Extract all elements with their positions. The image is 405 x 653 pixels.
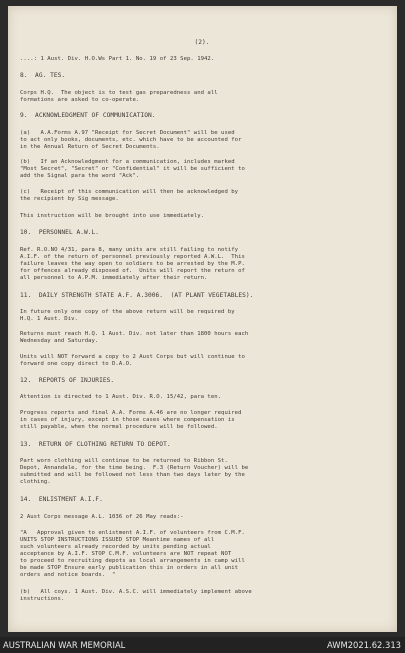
section-heading: 10. PERSONNEL A.W.L.: [20, 229, 100, 236]
text-line: (b) If an Acknowledgment for a communication, includes marked: [20, 159, 235, 165]
text-line: formations are asked to co-operate.: [20, 97, 140, 103]
text-line: add the Signal para the word "Ack".: [20, 173, 140, 179]
text-line: "A Approval given to enlistment A.I.F. of volunteers from C.M.F.: [20, 530, 245, 536]
section-heading: 8. AG. TES.: [20, 72, 66, 79]
text-line: acceptance by A.I.F. STOP C.M.F. volunteers are NOT repeat NOT: [20, 551, 232, 557]
page-number: (2).: [194, 39, 210, 46]
text-line: in the Annual Return of Secret Documents.: [20, 144, 160, 150]
text-line: for offences already disposed of. Units will report the return of: [20, 268, 245, 274]
text-line: to act only books, documents, etc. which have to be accounted for: [20, 137, 242, 143]
section-heading: 11. DAILY STRENGTH STATE A.F. A.3006. (AT PLANT VEGETABLES).: [20, 292, 254, 299]
text-line: Depot, Annandale, for the time being. F.3 (Return Voucher) will be: [20, 465, 249, 471]
text-line: UNITS STOP INSTRUCTIONS ISSUED STOP Meantime names of all: [20, 537, 215, 543]
text-line: Ref. R.O.NO 4/31, para 8, many units are still failing to notify: [20, 247, 239, 253]
text-line: in cases of injury, except in those cases where compensation is: [20, 417, 235, 423]
text-line: orders and notice boards. ": [20, 572, 116, 578]
text-line: be made STOP Ensure early publication this in orders in all unit: [20, 565, 239, 571]
text-line: In future only one copy of the above return will be required by: [20, 309, 235, 315]
text-line: to proceed to recruiting depots as local arrangements in camp will: [20, 558, 245, 564]
text-line: Progress reports and final A.A. Forms A.46 are no longer required: [20, 410, 242, 416]
text-line: 2 Aust Corps message A.L. 1036 of 26 May reads:-: [20, 514, 184, 520]
text-line: (a) A.A.Forms A.97 "Receipt for Secret Document" will be used: [20, 130, 235, 136]
section-heading: 13. RETURN OF CLOTHING RETURN TO DEPOT.: [20, 441, 171, 448]
text-line: H.Q. 1 Aust. Div.: [20, 316, 78, 322]
footer-source: AUSTRALIAN WAR MEMORIAL: [3, 640, 126, 650]
text-line: forward one copy direct to D.A.O.: [20, 361, 133, 367]
text-line: clothing.: [20, 479, 51, 485]
text-line: Returns must reach H.Q. 1 Aust. Div. not later than 1800 hours each: [20, 331, 249, 337]
document-page: [8, 6, 397, 632]
text-line: A.I.F. of the return of personnel previously reported A.W.L. This: [20, 254, 245, 260]
text-line: the recipient by Sig message.: [20, 196, 119, 202]
text-line: submitted and will be followed not less than two days later by the: [20, 472, 245, 478]
text-line: such volunteers already recorded by units pending actual: [20, 544, 211, 550]
text-line: Wednesday and Saturday.: [20, 338, 99, 344]
text-line: failure leaves the way open to soldiers to be arrested by the M.P.: [20, 261, 245, 267]
reference-line: ....: 1 Aust. Div. H.O.Ws Part 1. No. 19 of 23 Sep. 1942.: [20, 56, 215, 62]
text-line: Units will NOT forward a copy to 2 Aust Corps but will continue to: [20, 354, 245, 360]
text-line: Corps H.Q. The object is to test gas preparedness and all: [20, 90, 218, 96]
section-heading: 9. ACKNOWLEDGMENT OF COMMUNICATION.: [20, 112, 156, 119]
footer-bar: [0, 637, 405, 653]
text-line: instructions.: [20, 596, 65, 602]
text-line: (c) Receipt of this communication will then be acknowledged by: [20, 189, 239, 195]
text-line: Attention is directed to 1 Aust. Div. R.O. 15/42, para ten.: [20, 394, 222, 400]
text-line: all personnel to A.P.M. immediately after their return.: [20, 275, 208, 281]
footer-accession-number: AWM2021.62.313: [326, 640, 401, 650]
section-heading: 12. REPORTS OF INJURIES.: [20, 377, 115, 384]
section-heading: 14. ENLISTMENT A.I.F.: [20, 496, 103, 503]
text-line: "Most Secret", "Secret" or "Confidential" it will be sufficient to: [20, 166, 245, 172]
text-line: Part worn clothing will continue to be returned to Ribbon St.: [20, 458, 228, 464]
text-line: still payable, when the normal procedure will be followed.: [20, 424, 218, 430]
text-line: This instruction will be brought into use immediately.: [20, 213, 205, 219]
text-line: (b) All coys. 1 Aust. Div. A.S.C. will immediately implement above: [20, 589, 252, 595]
